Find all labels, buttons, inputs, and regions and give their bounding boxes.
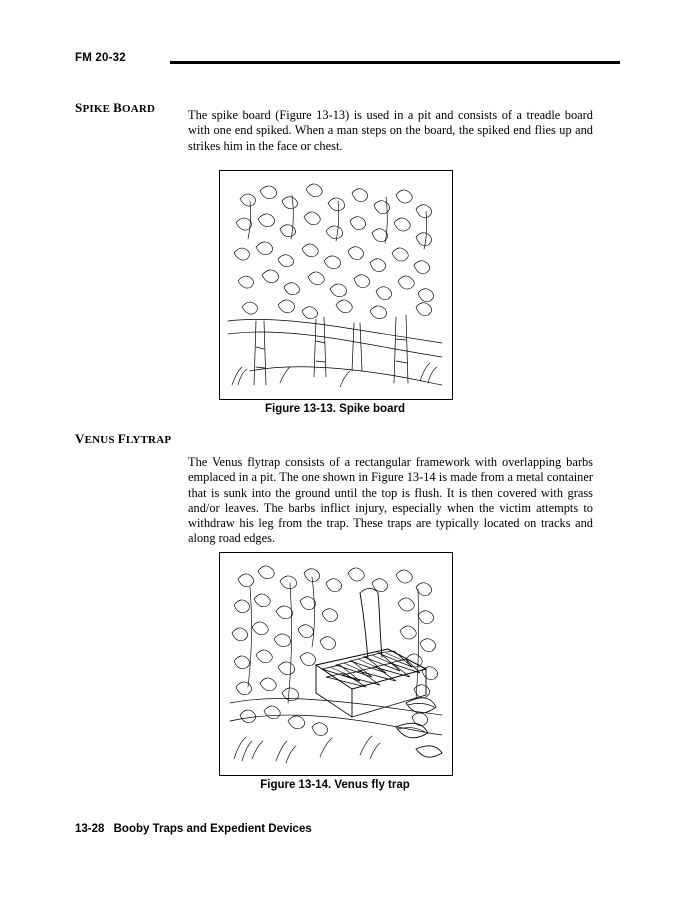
- footer-page-number: 13-28: [75, 823, 105, 835]
- venus-flytrap-drawing: [220, 553, 450, 773]
- section-heading-venus-flytrap-text: VENUS FLYTRAP: [75, 431, 172, 446]
- section-heading-spike-board: [75, 100, 155, 116]
- manual-code: FM 20-32: [75, 52, 126, 64]
- footer-chapter-title: Booby Traps and Expedient Devices: [113, 823, 312, 835]
- figure-13-13-caption: Figure 13-13. Spike board: [265, 403, 405, 415]
- page-header: [75, 52, 620, 74]
- page-footer: [75, 823, 312, 835]
- figure-13-13-image: [219, 170, 453, 400]
- paragraph-spike-board: The spike board (Figure 13-13) is used in a pit and consists of a treadle board with one end spiked. When a man steps on the board, the spiked end flies up and strikes him in the face or chest.: [188, 108, 593, 153]
- figure-13-14-caption: Figure 13-14. Venus fly trap: [260, 779, 410, 791]
- section-heading-spike-board-text: SPIKE BOARD: [75, 100, 156, 115]
- header-rule: [170, 61, 620, 64]
- spike-board-drawing: [220, 171, 450, 397]
- figure-13-14-image: [219, 552, 453, 776]
- section-heading-venus-flytrap: [75, 431, 171, 447]
- paragraph-venus-flytrap: The Venus flytrap consists of a rectangular framework with overlapping barbs emplaced in a pit. The one shown in Figure 13-14 is made from a metal container that is sunk into the ground until the top is flush. It is then covered with grass and/or leaves. The barbs inflict injury, especially when the victim attempts to withdraw his leg from the trap. These traps are typically located on tracks and along road edges.: [188, 455, 593, 546]
